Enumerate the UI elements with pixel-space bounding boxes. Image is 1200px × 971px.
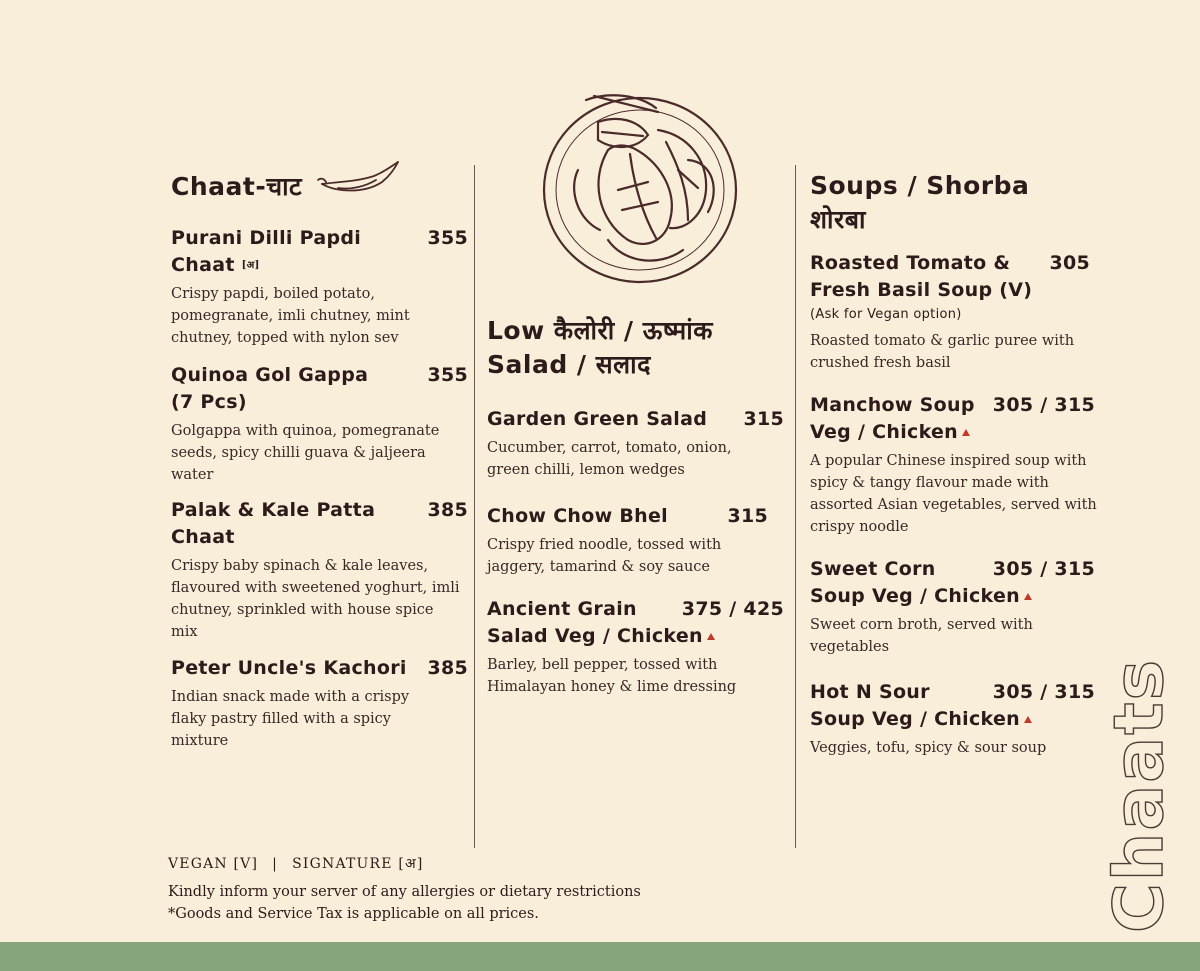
vegan-note: (Ask for Vegan option)	[810, 307, 962, 322]
menu-item-kachori	[171, 655, 468, 752]
non-veg-marker-icon	[962, 429, 970, 436]
item-name-line2: Fresh Basil Soup (V)	[810, 279, 1033, 301]
section-title-salad-line1: Low कैलोरी / ऊष्मांक	[487, 316, 713, 345]
menu-item-sweet-corn-soup	[810, 556, 1095, 658]
section-title-chaat	[171, 170, 302, 204]
item-price: 315	[743, 408, 784, 430]
item-description: Crispy papdi, boiled potato, pomegranate, imli chutney, mint chutney, topped with nylon sev	[171, 286, 410, 346]
item-name-line2: (7 Pcs)	[171, 391, 247, 413]
legend-separator: |	[272, 856, 279, 872]
item-price: 315	[727, 505, 768, 527]
tax-notice: *Goods and Service Tax is applicable on all prices.	[168, 906, 539, 922]
item-name: Peter Uncle's Kachori	[171, 657, 407, 679]
item-name: Sweet Corn	[810, 558, 936, 580]
non-veg-marker-icon	[1024, 593, 1032, 600]
item-name: Roasted Tomato &	[810, 252, 1011, 274]
item-name-line2: Soup Veg / Chicken	[810, 585, 1020, 607]
item-name-line2: Chaat	[171, 526, 235, 548]
item-price: 305 / 315	[992, 558, 1095, 580]
item-name: Purani Dilli Papdi	[171, 227, 362, 249]
section-title-soups	[810, 169, 1029, 237]
item-description: A popular Chinese inspired soup with spicy & tangy flavour made with assorted Asian vegetables, served with crispy noodle	[810, 453, 1097, 535]
item-price: 355	[427, 227, 468, 249]
menu-item-palak-kale-chaat	[171, 497, 468, 643]
item-name: Ancient Grain	[487, 598, 637, 620]
item-description: Veggies, tofu, spicy & sour soup	[810, 740, 1047, 756]
item-name: Garden Green Salad	[487, 408, 708, 430]
legend	[168, 853, 641, 875]
menu-item-papdi-chaat	[171, 225, 468, 349]
item-price: 385	[427, 657, 468, 679]
non-veg-marker-icon	[1024, 716, 1032, 723]
item-description: Roasted tomato & garlic puree with crushed fresh basil	[810, 333, 1075, 371]
item-name-line2: Veg / Chicken	[810, 421, 959, 443]
item-description: Crispy baby spinach & kale leaves, flavoured with sweetened yoghurt, imli chutney, sprinkled with house spice mix	[171, 558, 460, 640]
legend-signature: SIGNATURE [अ]	[292, 856, 424, 872]
item-price: 355	[427, 364, 468, 386]
menu-item-chow-chow-bhel	[487, 503, 784, 578]
item-name-line2: Salad Veg / Chicken	[487, 625, 703, 647]
column-divider-left	[474, 165, 475, 848]
item-name: Palak & Kale Patta	[171, 499, 376, 521]
menu-item-hot-n-sour-soup	[810, 679, 1095, 759]
chilli-icon	[316, 158, 402, 200]
item-description: Golgappa with quinoa, pomegranate seeds, spicy chilli guava & jaljeera water	[171, 423, 440, 483]
section-title-salad-line2: Salad / सलाद	[487, 350, 651, 379]
menu-item-tomato-basil-soup	[810, 250, 1090, 374]
section-title-soups-line1: Soups / Shorba	[810, 171, 1030, 200]
item-description: Indian snack made with a crispy flaky pastry filled with a spicy mixture	[171, 689, 410, 749]
item-name: Manchow Soup	[810, 394, 975, 416]
non-veg-marker-icon	[707, 633, 715, 640]
item-name-line2: Soup Veg / Chicken	[810, 708, 1020, 730]
leafy-plate-illustration	[538, 90, 746, 286]
legend-vegan: VEGAN [V]	[168, 856, 259, 872]
footer-notes	[168, 853, 641, 925]
item-price: 375 / 425	[681, 598, 784, 620]
item-price: 385	[427, 499, 468, 521]
section-title-salad	[487, 314, 713, 382]
menu-item-ancient-grain-salad	[487, 596, 784, 698]
item-description: Crispy fried noodle, tossed with jaggery, tamarind & soy sauce	[487, 537, 722, 575]
bottom-band	[0, 942, 1200, 971]
menu-item-quinoa-gol-gappa	[171, 362, 468, 486]
allergy-notice: Kindly inform your server of any allergies or dietary restrictions	[168, 884, 641, 900]
menu-item-manchow-soup	[810, 392, 1097, 538]
menu-item-garden-green-salad	[487, 406, 784, 481]
side-label-chaats: Chaats	[1100, 657, 1179, 933]
section-title-soups-line2: शोरबा	[810, 205, 866, 234]
item-description: Sweet corn broth, served with vegetables	[810, 617, 1033, 655]
column-divider-right	[795, 165, 796, 848]
item-description: Cucumber, carrot, tomato, onion, green chilli, lemon wedges	[487, 440, 732, 478]
item-name: Hot N Sour	[810, 681, 930, 703]
item-name: Quinoa Gol Gappa	[171, 364, 369, 386]
item-name: Chow Chow Bhel	[487, 505, 668, 527]
item-description: Barley, bell pepper, tossed with Himalayan honey & lime dressing	[487, 657, 737, 695]
section-title-chaat-text: Chaat-चाट	[171, 172, 303, 201]
item-price: 305 / 315	[992, 394, 1095, 416]
item-name-line2: Chaat	[171, 254, 235, 276]
item-price: 305 / 315	[992, 681, 1095, 703]
item-price: 305	[1049, 252, 1090, 274]
signature-tag: [अ]	[241, 260, 260, 271]
